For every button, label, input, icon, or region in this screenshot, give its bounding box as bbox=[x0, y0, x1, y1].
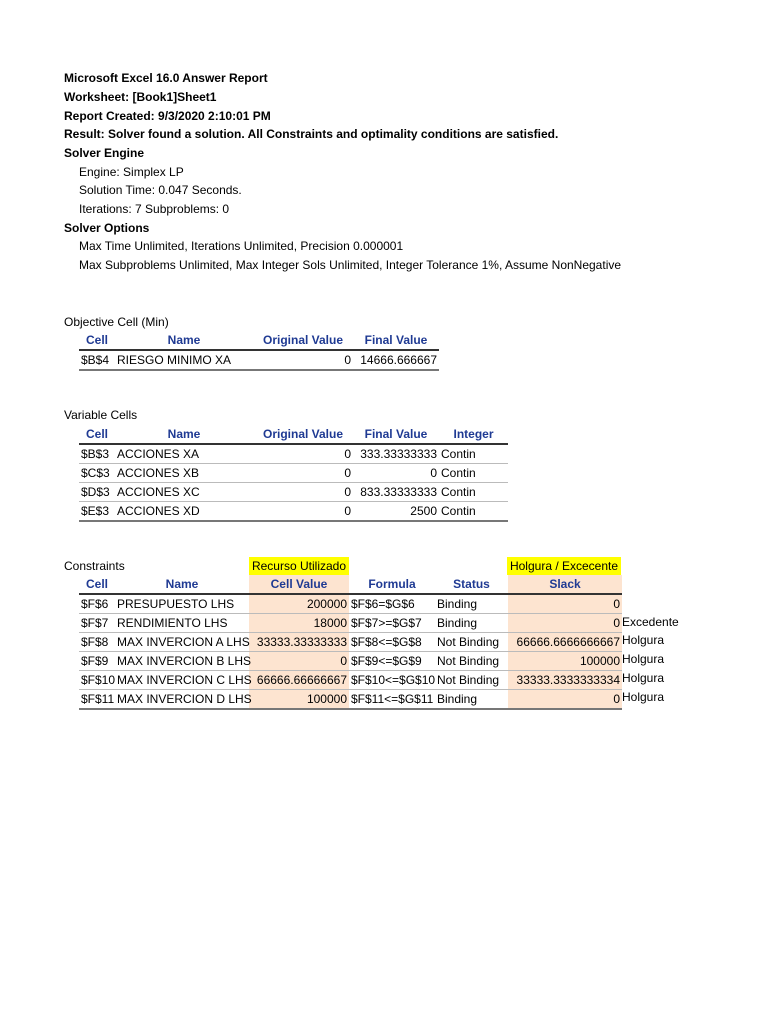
worksheet-label: Worksheet: [Book1]Sheet1 bbox=[64, 90, 217, 104]
cell-ref: $D$3 bbox=[79, 483, 115, 502]
holgura-highlight: Holgura / Excecente bbox=[507, 557, 621, 575]
cell-value: 200000 bbox=[249, 594, 349, 614]
formula: $F$9<=$G$9 bbox=[349, 652, 435, 671]
cell-ref: $F$6 bbox=[79, 594, 115, 614]
integer-type: Contin bbox=[439, 483, 508, 502]
report-title: Microsoft Excel 16.0 Answer Report bbox=[64, 71, 268, 85]
formula: $F$7>=$G$7 bbox=[349, 614, 435, 633]
cell-ref: $F$10 bbox=[79, 671, 115, 690]
integer-type: Contin bbox=[439, 502, 508, 522]
cell-ref: $E$3 bbox=[79, 502, 115, 522]
cell-ref: $F$8 bbox=[79, 633, 115, 652]
cell-name: MAX INVERCION B LHS bbox=[115, 652, 249, 671]
table-row bbox=[79, 483, 508, 502]
col-header: Original Value bbox=[253, 425, 353, 444]
status: Not Binding bbox=[435, 671, 508, 690]
status: Not Binding bbox=[435, 633, 508, 652]
slack: 66666.6666666667 bbox=[508, 633, 622, 652]
cell-ref: $C$3 bbox=[79, 464, 115, 483]
side-note: Excedente bbox=[622, 615, 679, 629]
original-value: 0 bbox=[253, 464, 353, 483]
col-header: Integer bbox=[439, 425, 508, 444]
col-header: Original Value bbox=[253, 331, 353, 350]
formula: $F$11<=$G$11 bbox=[349, 690, 435, 710]
final-value: 833.33333333 bbox=[353, 483, 439, 502]
report-created: Report Created: 9/3/2020 2:10:01 PM bbox=[64, 109, 271, 123]
cell-value: 0 bbox=[249, 652, 349, 671]
cell-name: ACCIONES XC bbox=[115, 483, 253, 502]
integer-type: Contin bbox=[439, 444, 508, 464]
cell-name: PRESUPUESTO LHS bbox=[115, 594, 249, 614]
original-value: 0 bbox=[253, 350, 353, 370]
cell-ref: $F$7 bbox=[79, 614, 115, 633]
status: Binding bbox=[435, 614, 508, 633]
integer-type: Contin bbox=[439, 464, 508, 483]
side-note: Holgura bbox=[622, 652, 665, 666]
table-row bbox=[79, 671, 622, 690]
final-value: 333.33333333 bbox=[353, 444, 439, 464]
cell-ref: $F$11 bbox=[79, 690, 115, 710]
engine-heading: Solver Engine bbox=[64, 146, 145, 160]
slack: 0 bbox=[508, 614, 622, 633]
recurso-utilizado-highlight: Recurso Utilizado bbox=[249, 557, 349, 575]
table-row bbox=[79, 633, 622, 652]
col-header: Formula bbox=[349, 575, 435, 594]
original-value: 0 bbox=[253, 444, 353, 464]
constraints-label: Constraints bbox=[64, 559, 125, 573]
slack: 0 bbox=[508, 594, 622, 614]
engine-line: Iterations: 7 Subproblems: 0 bbox=[79, 202, 230, 216]
engine-line: Engine: Simplex LP bbox=[79, 165, 184, 179]
col-header: Cell bbox=[79, 575, 115, 594]
status: Binding bbox=[435, 594, 508, 614]
final-value: 2500 bbox=[353, 502, 439, 522]
cell-name: ACCIONES XD bbox=[115, 502, 253, 522]
slack: 33333.3333333334 bbox=[508, 671, 622, 690]
col-header: Cell bbox=[79, 331, 115, 350]
col-header: Name bbox=[115, 425, 253, 444]
options-line: Max Time Unlimited, Iterations Unlimited, Precision 0.000001 bbox=[79, 239, 404, 253]
original-value: 0 bbox=[253, 502, 353, 522]
table-row bbox=[79, 464, 508, 483]
cell-ref: $F$9 bbox=[79, 652, 115, 671]
final-value: 14666.666667 bbox=[353, 350, 439, 370]
slack: 100000 bbox=[508, 652, 622, 671]
engine-line: Solution Time: 0.047 Seconds. bbox=[79, 183, 242, 197]
result-line: Result: Solver found a solution. All Constraints and optimality conditions are satisfied. bbox=[64, 127, 559, 141]
formula: $F$8<=$G$8 bbox=[349, 633, 435, 652]
slack: 0 bbox=[508, 690, 622, 710]
side-note: Holgura bbox=[622, 690, 665, 704]
cell-value: 66666.66666667 bbox=[249, 671, 349, 690]
status: Not Binding bbox=[435, 652, 508, 671]
cell-ref: $B$3 bbox=[79, 444, 115, 464]
table-row bbox=[79, 690, 622, 710]
col-header: Cell bbox=[79, 425, 115, 444]
status: Binding bbox=[435, 690, 508, 710]
table-header-row bbox=[79, 425, 508, 444]
objective-table bbox=[79, 331, 439, 371]
constraints-table bbox=[79, 575, 622, 710]
table-row bbox=[79, 594, 622, 614]
cell-name: MAX INVERCION C LHS bbox=[115, 671, 249, 690]
cell-name: ACCIONES XA bbox=[115, 444, 253, 464]
cell-name: RENDIMIENTO LHS bbox=[115, 614, 249, 633]
col-header: Status bbox=[435, 575, 508, 594]
variables-label: Variable Cells bbox=[64, 408, 138, 422]
cell-value: 18000 bbox=[249, 614, 349, 633]
final-value: 0 bbox=[353, 464, 439, 483]
options-line: Max Subproblems Unlimited, Max Integer Sols Unlimited, Integer Tolerance 1%, Assume NonNegative bbox=[79, 258, 622, 272]
table-row bbox=[79, 444, 508, 464]
table-header-row bbox=[79, 331, 439, 350]
table-row bbox=[79, 652, 622, 671]
objective-label: Objective Cell (Min) bbox=[64, 315, 169, 329]
cell-name: MAX INVERCION A LHS bbox=[115, 633, 249, 652]
formula: $F$6=$G$6 bbox=[349, 594, 435, 614]
variables-table bbox=[79, 425, 508, 522]
table-row bbox=[79, 350, 439, 370]
col-header: Name bbox=[115, 575, 249, 594]
cell-name: MAX INVERCION D LHS bbox=[115, 690, 249, 710]
table-header-row bbox=[79, 575, 622, 594]
table-row bbox=[79, 502, 508, 522]
cell-name: ACCIONES XB bbox=[115, 464, 253, 483]
side-note: Holgura bbox=[622, 633, 665, 647]
col-header: Final Value bbox=[353, 331, 439, 350]
col-header: Name bbox=[115, 331, 253, 350]
original-value: 0 bbox=[253, 483, 353, 502]
cell-value: 100000 bbox=[249, 690, 349, 710]
col-header: Slack bbox=[508, 575, 622, 594]
table-row bbox=[79, 614, 622, 633]
cell-value: 33333.33333333 bbox=[249, 633, 349, 652]
col-header: Final Value bbox=[353, 425, 439, 444]
side-note: Holgura bbox=[622, 671, 665, 685]
cell-name: RIESGO MINIMO XA bbox=[115, 350, 253, 370]
col-header: Cell Value bbox=[249, 575, 349, 594]
cell-ref: $B$4 bbox=[79, 350, 115, 370]
options-heading: Solver Options bbox=[64, 221, 150, 235]
formula: $F$10<=$G$10 bbox=[349, 671, 435, 690]
